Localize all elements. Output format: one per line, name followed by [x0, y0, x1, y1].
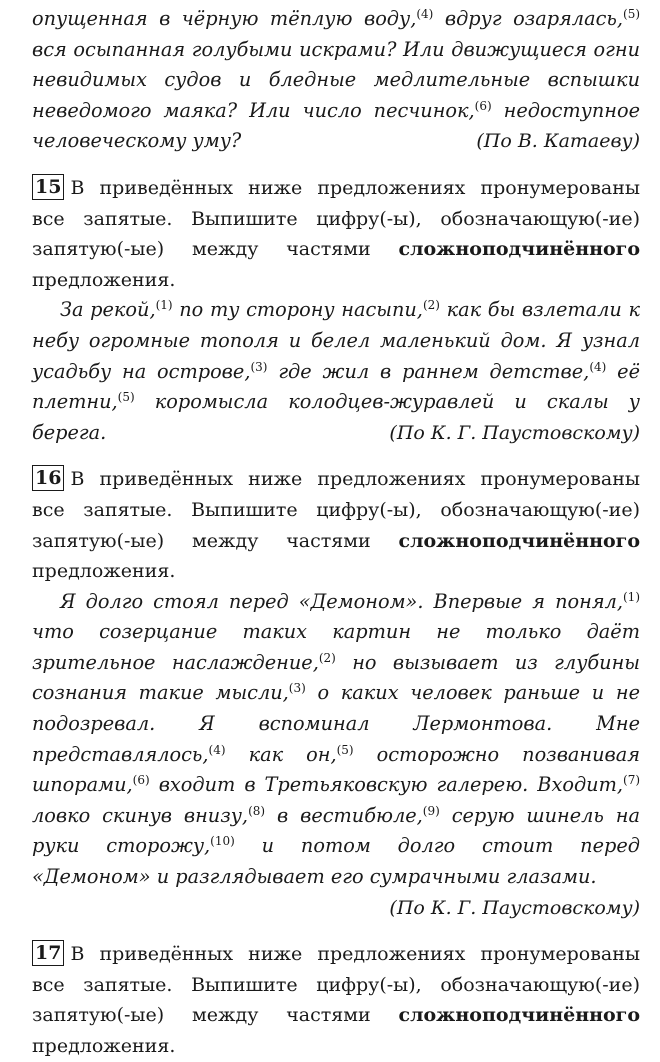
comma-number: (1)	[155, 298, 173, 313]
task-15	[32, 173, 640, 448]
task-number: 16	[32, 465, 64, 491]
comma-number: (5)	[117, 390, 135, 405]
comma-number: (2)	[318, 650, 336, 665]
task-passage: За рекой,$^{(1)}$ по ту сторону насыпи,$^{(2)}$ как бы взлетали к небу огромные тополя и белел маленький дом. Я узнал усадьбу на острове,$^{(3)}$ где жил в раннем детстве,$^{(4)}$ её плетни,$^{(5)}$ коромысла колодцев-журавлей и скалы у берега.	[32, 298, 640, 444]
task-instruction: 17 В приведённых ниже предложениях пронумерованы все запятые. Выпишите цифру(-ы), обозначающую(-ие) запятую(-ые) между частями сложноподчинённого предложения.	[32, 942, 640, 1057]
keyword: сложноподчинённого	[398, 529, 640, 552]
page	[32, 4, 640, 1062]
comma-number: (6)	[132, 773, 150, 788]
comma-number: (5)	[336, 742, 354, 757]
keyword: сложноподчинённого	[398, 1004, 640, 1027]
task-number: 17	[32, 940, 64, 966]
task-instruction: 16 В приведённых ниже предложениях пронумерованы все запятые. Выпишите цифру(-ы), обозначающую(-ие) запятую(-ые) между частями сложноподчинённого предложения.	[32, 467, 640, 583]
text-segment: недоступное человеческому уму?	[32, 98, 640, 153]
comma-number: (6)	[474, 98, 492, 113]
text-segment: опущенная в чёрную тёплую воду,	[32, 7, 417, 30]
task-source: (По К. Г. Паустовскому)	[389, 421, 640, 444]
comma-number: (8)	[248, 803, 266, 818]
task-16	[32, 464, 640, 923]
comma-number: (5)	[623, 7, 641, 21]
keyword: сложноподчинённого	[398, 238, 640, 261]
comma-number: (10)	[210, 834, 235, 849]
comma-number: (1)	[623, 589, 640, 604]
text-segment: вся осыпанная голубыми искрами? Или движущиеся огни невидимых судов и бледные медлительные вспышки неведомого маяка? Или число песчинок,	[32, 37, 640, 122]
text-segment: вдруг озарялась,	[444, 7, 624, 30]
comma-number: (4)	[416, 7, 434, 21]
task-17	[32, 939, 640, 1061]
comma-number: (7)	[623, 773, 641, 788]
comma-number: (4)	[589, 359, 607, 374]
comma-number: (9)	[422, 803, 440, 818]
comma-number: (3)	[288, 681, 306, 696]
task-instruction: 15 В приведённых ниже предложениях пронумерованы все запятые. Выпишите цифру(-ы), обозначающую(-ие) запятую(-ые) между частями сложноподчинённого предложения.	[32, 175, 640, 291]
intro-source: (По В. Катаеву)	[476, 130, 640, 153]
task-number: 15	[32, 174, 64, 200]
comma-number: (3)	[250, 359, 268, 374]
comma-number: (2)	[422, 298, 440, 313]
task-source: (По К. Г. Паустовскому)	[389, 896, 640, 919]
task-passage: Я долго стоял перед «Демоном». Впервые я понял,$^{(1)}$ что созерцание таких картин не только даёт зрительное наслаждение,$^{(2)}$ но вызывает из глубины сознания такие мысли,$^{(3)}$ о каких человек раньше и не подозревал. Я вспоминал Лермонтова. Мне представлялось,$^{(4)}$ как он,$^{(5)}$ осторожно позванивая шпорами,$^{(6)}$ входит в Третьяковскую галерею. Входит,$^{(7)}$ ловко скинув внизу,$^{(8)}$ в вестибюле,$^{(9)}$ серую шинель на руки сторожу,$^{(10)}$ и потом долго стоит перед «Демоном» и разглядывает его сумрачными глазами.	[32, 589, 641, 889]
comma-number: (4)	[208, 742, 226, 757]
